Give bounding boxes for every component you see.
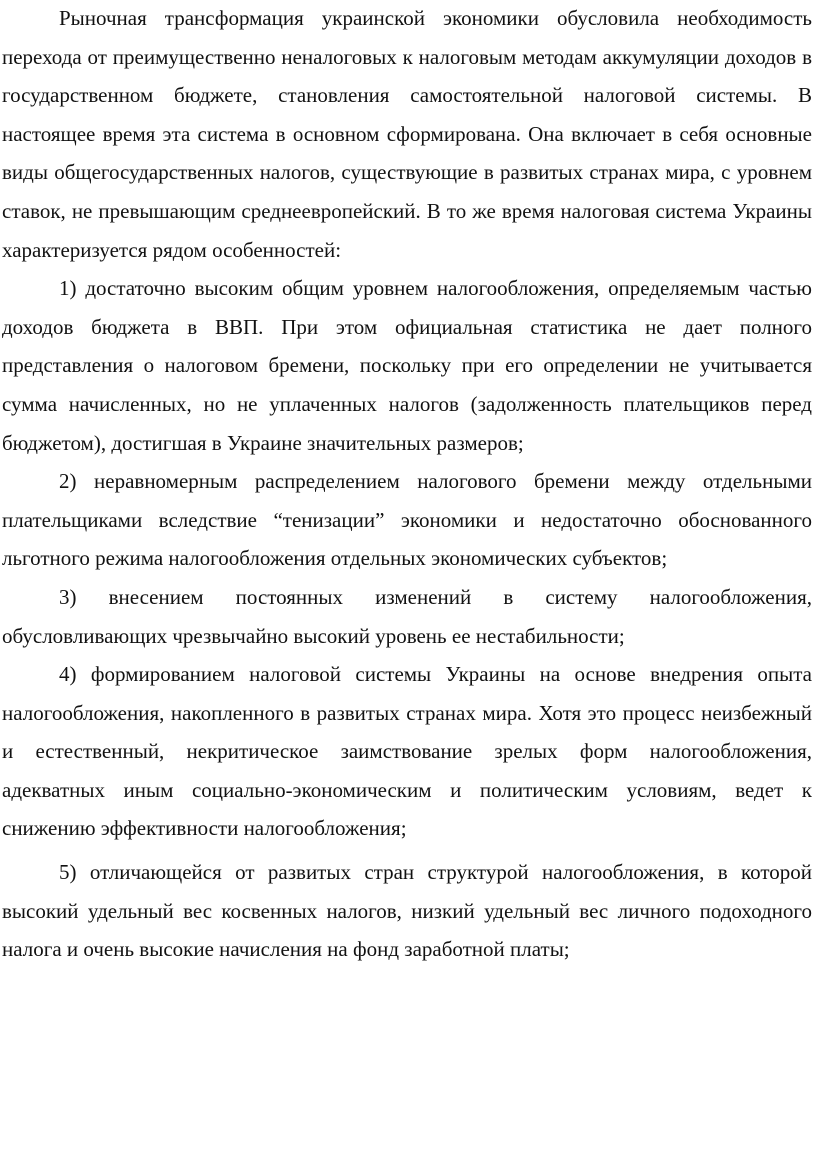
- list-item-1: 1) достаточно высоким общим уровнем налогообложения, определяемым частью доходов бюджета в ВВП. При этом официальная статистика не дает полного представления о налоговом бремени, поскольку при его определении не учитывается сумма начисленных, но не уплаченных налогов (задолженность плательщиков перед бюджетом), достигшая в Украине значительных размеров;: [2, 276, 812, 455]
- list-item-4: 4) формированием налоговой системы Украины на основе внедрения опыта налогообложения, накопленного в развитых странах мира. Хотя это процесс неизбежный и естественный, некритическое заимствование зрелых форм налогообложения, адекватных иным социально-экономическим и политическим условиям, ведет к снижению эффективности налогообложения;: [2, 662, 812, 841]
- paragraph-intro: Рыночная трансформация украинской экономики обусловила необходимость перехода от преимущественно неналоговых к налоговым методам аккумуляции доходов в государственном бюджете, становления самостоятельной налоговой системы. В настоящее время эта система в основном сформирована. Она включает в себя основные виды общегосударственных налогов, существующие в развитых странах мира, с уровнем ставок, не превышающим среднеевропейский. В то же время налоговая система Украины характеризуется рядом особенностей:: [2, 6, 812, 262]
- list-item-2: 2) неравномерным распределением налогового бремени между отдельными плательщиками вследствие “тенизации” экономики и недостаточно обоснованного льготного режима налогообложения отдельных экономических субъектов;: [2, 469, 812, 571]
- list-item-5: 5) отличающейся от развитых стран структурой налогообложения, в которой высокий удельный вес косвенных налогов, низкий удельный вес личного подоходного налога и очень высокие начисления на фонд заработной платы;: [2, 860, 812, 962]
- list-item-3: 3) внесением постоянных изменений в систему налогообложения, обусловливающих чрезвычайно высокий уровень ее нестабильности;: [2, 584, 812, 648]
